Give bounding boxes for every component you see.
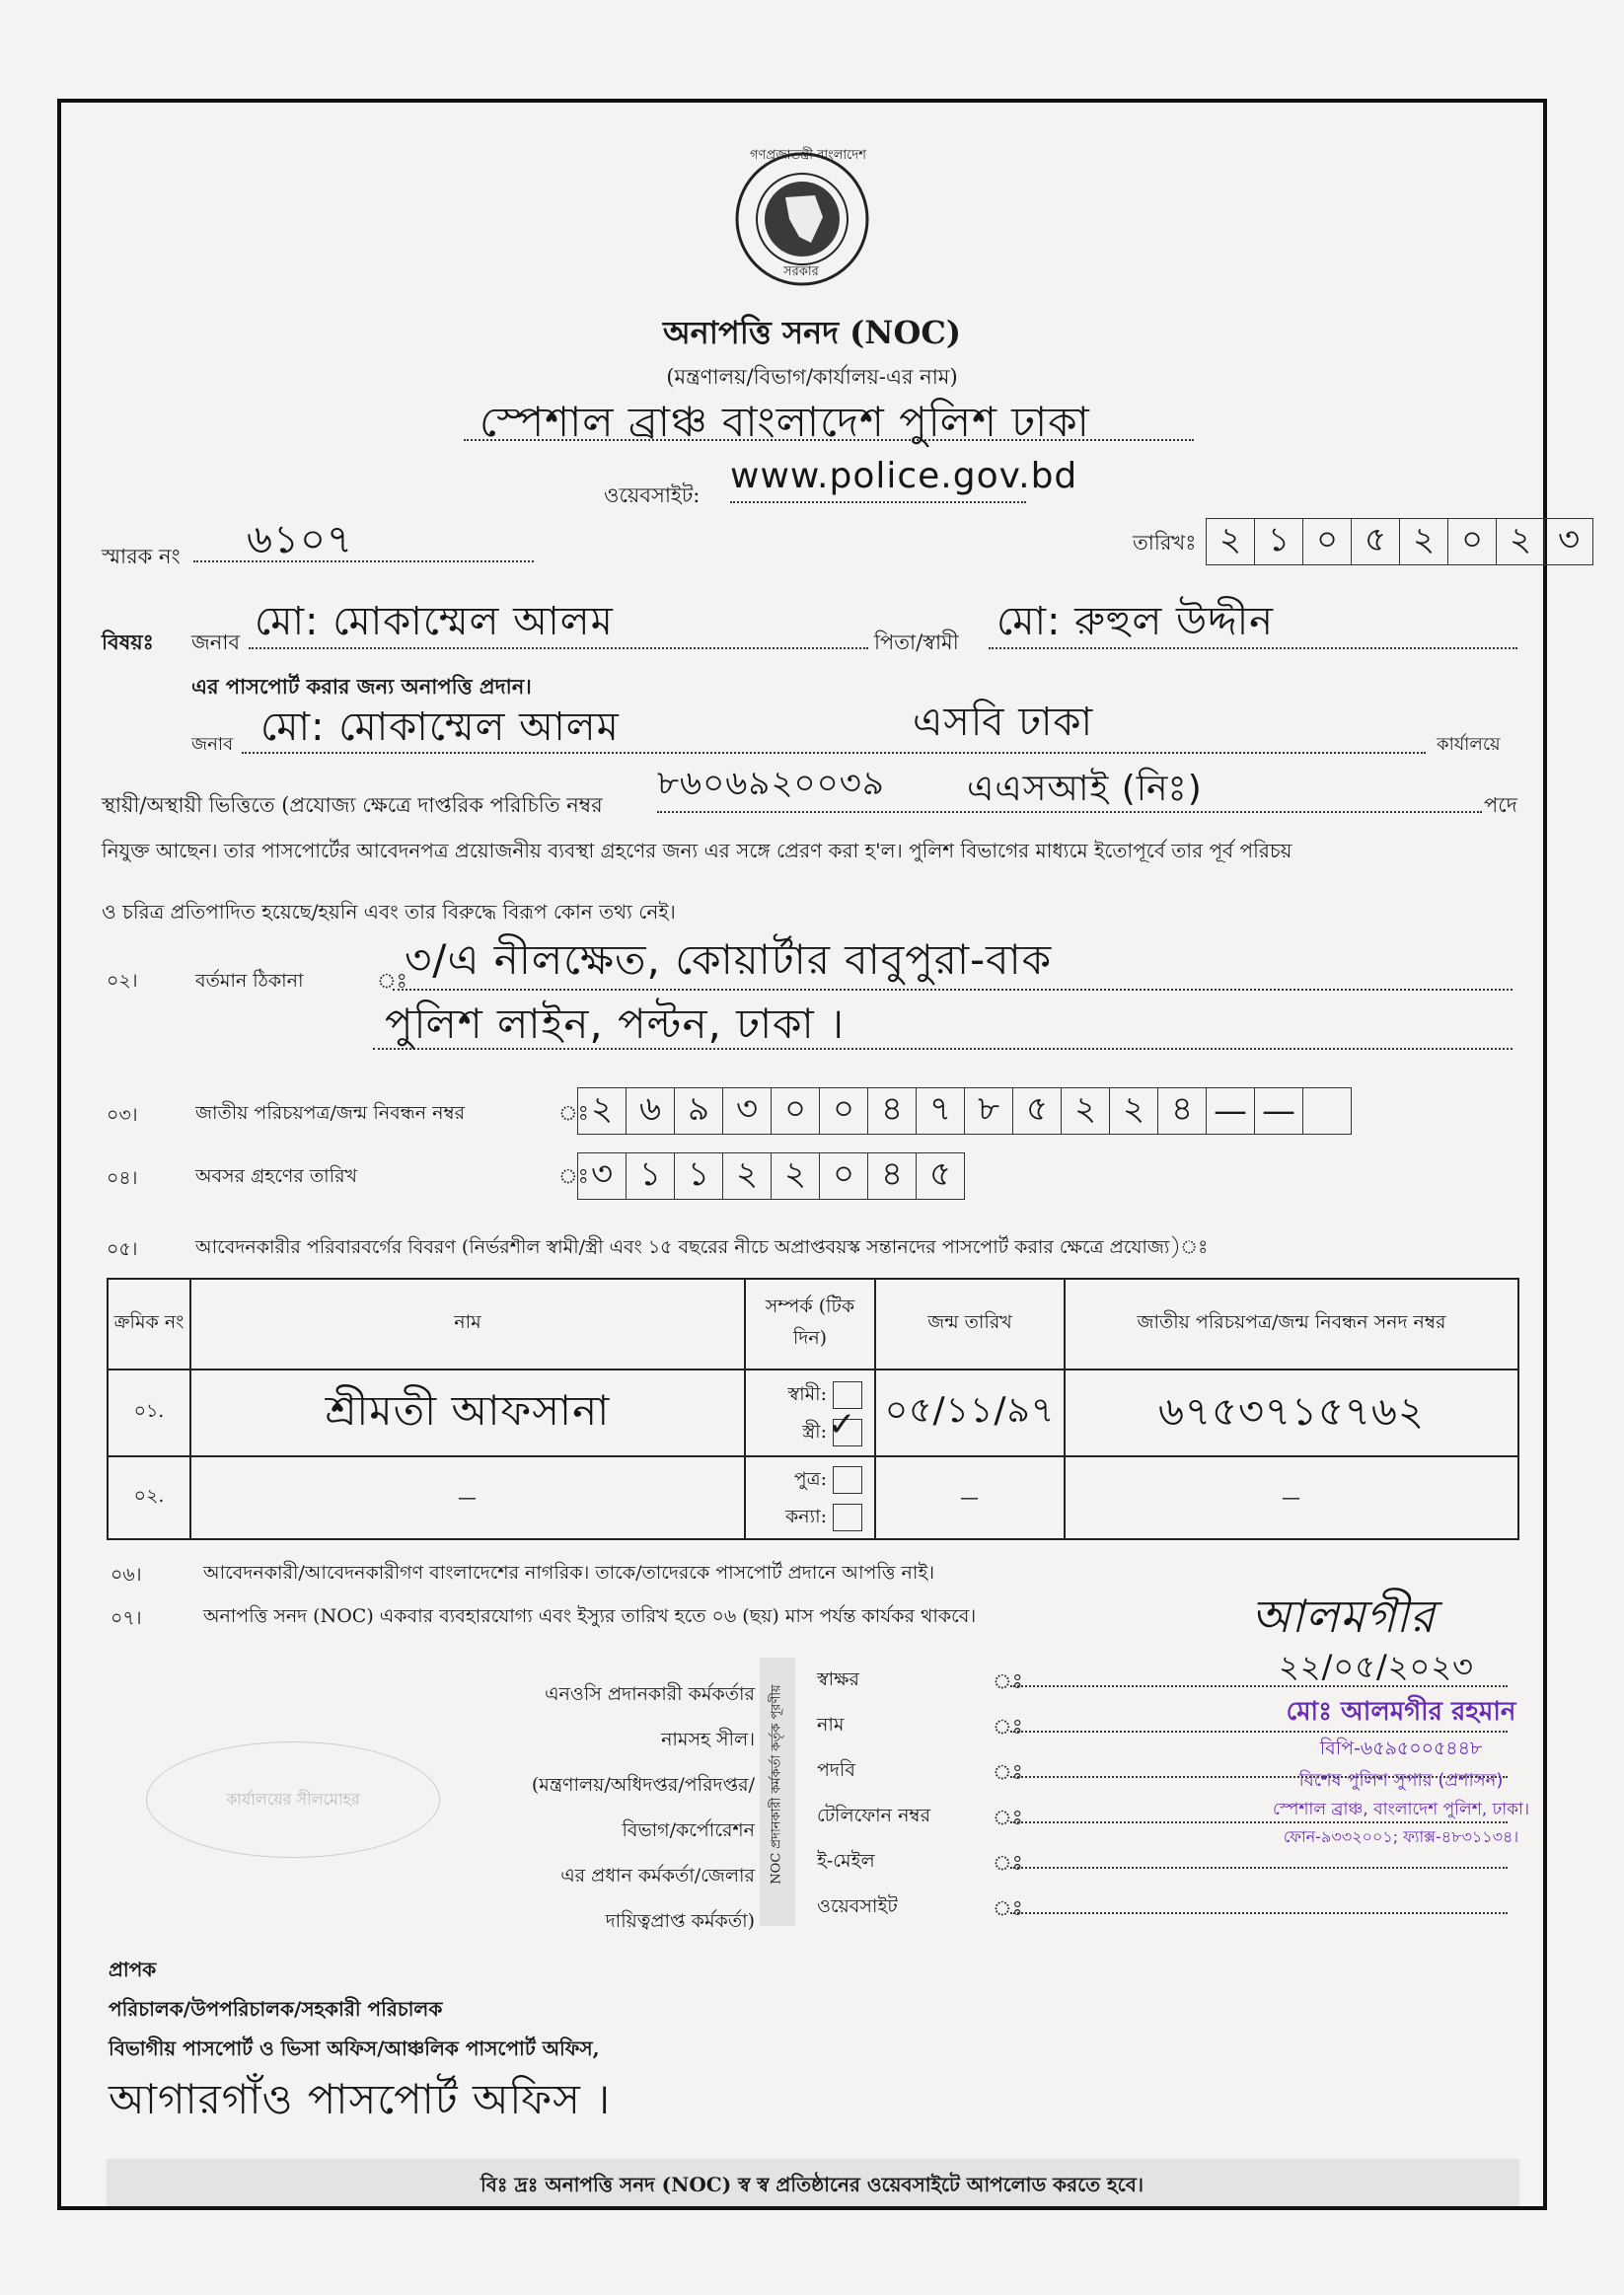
retire-digit: ২ bbox=[772, 1153, 820, 1199]
body-line3: নিযুক্ত আছেন। তার পাসপোর্টের আবেদনপত্র প্রয়োজনীয় ব্যবস্থা গ্রহণের জন্য এর সঙ্গে প্রেরণ করা হ'ল। পুলিশ বিভাগের মাধ্যমে ইতোপূর্বে তার পূর্ব পরিচয় bbox=[102, 839, 1292, 862]
date-label: তারিখঃ bbox=[1133, 531, 1197, 555]
row-name: — bbox=[190, 1456, 745, 1539]
nid-digit: ৩ bbox=[723, 1088, 772, 1134]
relation-wife-label: স্ত্রী: bbox=[802, 1421, 827, 1443]
memo-label: স্মারক নং bbox=[102, 545, 181, 568]
field-email: ই-মেইল ঃ bbox=[817, 1847, 1517, 1892]
recipient-handwritten: আগারগাঁও পাসপোর্ট অফিস । bbox=[109, 2075, 612, 2123]
officer-line: বিভাগ/কর্পোরেশন bbox=[622, 1819, 755, 1841]
government-emblem bbox=[720, 148, 884, 286]
field-name: নাম ঃ bbox=[817, 1711, 1517, 1756]
item04-label: অবসর গ্রহণের তারিখ bbox=[195, 1165, 358, 1187]
emblem-top-text: গণপ্রজাতন্ত্রী বাংলাদেশ bbox=[750, 148, 866, 163]
footer-note: বিঃ দ্রঃ অনাপত্তি সনদ (NOC) স্ব স্ব প্রতিষ্ঠানের ওয়েবসাইটে আপলোড করতে হবে। bbox=[480, 2173, 1144, 2196]
relation-cell bbox=[745, 1456, 875, 1539]
website-value: www.police.gov.bd bbox=[730, 456, 1078, 496]
seal-text: কার্যালয়ের সীলমোহর bbox=[226, 1789, 360, 1809]
table-row bbox=[108, 1370, 1518, 1456]
nid-digit: — bbox=[1207, 1088, 1255, 1134]
body-mr-label: জনাব bbox=[191, 734, 234, 755]
stamp-bp: বিপি-৬৫৯৫০০৫৪৪৮ bbox=[1319, 1738, 1483, 1759]
row-name: শ্রীমতী আফসানা bbox=[190, 1370, 745, 1456]
retire-digit: ৪ bbox=[868, 1153, 917, 1199]
item02-label: বর্তমান ঠিকানা bbox=[195, 970, 304, 992]
ministry-name-handwritten: স্পেশাল ব্রাঞ্চ বাংলাদেশ পুলিশ ঢাকা bbox=[480, 398, 1090, 446]
memo-line bbox=[193, 560, 534, 562]
note07: অনাপত্তি সনদ (NOC) একবার ব্যবহারযোগ্য এবং ইস্যুর তারিখ হতে ০৬ (ছয়) মাস পর্যন্ত কার্যকর থাকবে। bbox=[203, 1605, 977, 1627]
row-dob: ০৫/১১/৯৭ bbox=[875, 1370, 1065, 1456]
tick-mark: ✓ bbox=[828, 1405, 856, 1444]
date-digit: ০ bbox=[1448, 519, 1497, 564]
item02-num: ০২। bbox=[107, 970, 138, 992]
body-office: এসবি ঢাকা bbox=[913, 700, 1094, 745]
subject-line2: এর পাসপোর্ট করার জন্য অনাপত্তি প্রদান। bbox=[191, 674, 532, 699]
item04-colon: ঃ bbox=[558, 1164, 589, 1188]
officer-stamp bbox=[1184, 1691, 1618, 1851]
nid-digit: ৭ bbox=[917, 1088, 965, 1134]
father-name: মো: রুহুল উদ্দীন bbox=[997, 599, 1275, 644]
website-line bbox=[730, 501, 1026, 503]
retire-digit: ২ bbox=[723, 1153, 772, 1199]
item04-num: ০৪। bbox=[107, 1167, 138, 1189]
row-nid: — bbox=[1065, 1456, 1518, 1539]
wife-checkbox[interactable] bbox=[828, 1405, 862, 1446]
item03-num: ০৩। bbox=[107, 1104, 138, 1126]
address-value2: পুলিশ লাইন, পল্টন, ঢাকা । bbox=[385, 999, 846, 1048]
stamp-office: স্পেশাল ব্রাঞ্চ, বাংলাদেশ পুলিশ, ঢাকা। bbox=[1272, 1800, 1530, 1819]
family-table bbox=[107, 1278, 1519, 1540]
recipient-label: প্রাপক bbox=[109, 1958, 157, 1981]
retire-digit: ১ bbox=[627, 1153, 675, 1199]
officer-line: দায়িত্বপ্রাপ্ত কর্মকর্তা) bbox=[605, 1910, 755, 1932]
header-nid: জাতীয় পরিচয়পত্র/জন্ম নিবন্ধন সনদ নম্বর bbox=[1065, 1279, 1518, 1370]
stamp-name: মোঃ আলমগীর রহমান bbox=[1286, 1697, 1516, 1727]
document-title: অনাপত্তি সনদ (NOC) bbox=[662, 314, 962, 351]
relation-husband-label: স্বামী: bbox=[787, 1383, 827, 1405]
date-digit: ৩ bbox=[1557, 519, 1581, 559]
office-label: কার্যালয়ে bbox=[1437, 734, 1501, 755]
stamp-phone: ফোন-৯৩৩২০০১; ফ্যাক্স-৪৮৩১১৩৪। bbox=[1283, 1827, 1519, 1846]
date-digit: ৫ bbox=[1352, 519, 1400, 564]
officer-line: নামসহ সীল। bbox=[661, 1729, 755, 1750]
nid-digit: ২ bbox=[578, 1088, 627, 1134]
retire-digit: ৫ bbox=[928, 1153, 952, 1194]
ministry-label: (মন্ত্রণালয়/বিভাগ/কার্যালয়-এর নাম) bbox=[666, 365, 958, 389]
website-label: ওয়েবসাইট: bbox=[604, 483, 701, 507]
officer-line: এনওসি প্রদানকারী কর্মকর্তার bbox=[545, 1683, 755, 1705]
relation-son-label: পুত্র: bbox=[793, 1468, 827, 1490]
father-label: পিতা/স্বামী bbox=[874, 630, 959, 654]
date-boxes bbox=[1206, 518, 1593, 565]
body-line4: ও চরিত্র প্রতিপাদিত হয়েছে/হয়নি এবং তার বিরুদ্ধে বিরূপ কোন তথ্য নেই। bbox=[102, 900, 676, 924]
retire-digit: ১ bbox=[675, 1153, 723, 1199]
subject-label: বিষয়ঃ bbox=[102, 629, 154, 654]
retirement-date-boxes bbox=[577, 1152, 965, 1200]
table-row bbox=[108, 1456, 1518, 1539]
date-digit: ২ bbox=[1400, 519, 1448, 564]
field-signature: স্বাক্ষর ঃ bbox=[817, 1666, 1517, 1711]
row-serial: ০১. bbox=[108, 1370, 190, 1456]
signature-date: ২২/০৫/২০২৩ bbox=[1279, 1648, 1474, 1685]
header-relation: সম্পর্ক (টিক দিন) bbox=[745, 1279, 875, 1370]
noc-side-label bbox=[760, 1658, 795, 1926]
field-telephone: টেলিফোন নম্বর ঃ bbox=[817, 1802, 1517, 1847]
item05-num: ০৫। bbox=[107, 1238, 138, 1260]
nid-digit: — bbox=[1255, 1088, 1303, 1134]
subject-mr-label: জনাব bbox=[191, 630, 241, 654]
date-digit: ২ bbox=[1207, 519, 1255, 564]
date-digit: ২ bbox=[1497, 519, 1545, 564]
emblem-bottom-text: সরকার bbox=[783, 264, 819, 279]
nid-digit: ৬ bbox=[627, 1088, 675, 1134]
item05-label: আবেদনকারীর পরিবারবর্গের বিবরণ (নির্ভরশীল স্বামী/স্ত্রী এবং ১৫ বছরের নীচে অপ্রাপ্তবয়স্ক সন্তানদের পাসপোর্ট করার ক্ষেত্রে প্রযোজ্য)ঃ bbox=[195, 1236, 1209, 1258]
item03-label: জাতীয় পরিচয়পত্র/জন্ম নিবন্ধন নম্বর bbox=[195, 1102, 466, 1124]
officer-line: (মন্ত্রণালয়/অধিদপ্তর/পরিদপ্তর/ bbox=[531, 1774, 755, 1796]
body-name: মো: মোকাম্মেল আলম bbox=[260, 704, 620, 750]
date-digit: ০ bbox=[1303, 519, 1352, 564]
item03-colon: ঃ bbox=[558, 1101, 589, 1125]
row-serial: ০২. bbox=[108, 1456, 190, 1539]
header-serial: ক্রমিক নং bbox=[108, 1279, 190, 1370]
subject-name: মো: মোকাম্মেল আলম bbox=[255, 599, 614, 644]
item02-colon: ঃ bbox=[377, 969, 407, 993]
field-designation: পদবি ঃ bbox=[817, 1756, 1517, 1802]
nid-digit bbox=[1303, 1088, 1351, 1134]
relation-cell bbox=[745, 1370, 875, 1456]
officer-line: এর প্রধান কর্মকর্তা/জেলার bbox=[560, 1865, 755, 1887]
nid-digit: ২ bbox=[1062, 1088, 1110, 1134]
official-id-number: ৮৬০৬৯২০০৩৯ bbox=[657, 764, 885, 803]
note06-num: ০৬। bbox=[111, 1564, 142, 1586]
note07-num: ০৭। bbox=[111, 1607, 142, 1629]
retire-digit: ৩ bbox=[578, 1153, 627, 1199]
row-dob: — bbox=[875, 1456, 1065, 1539]
nid-digit: ০ bbox=[772, 1088, 820, 1134]
post-label: পদে bbox=[1484, 793, 1517, 817]
nid-digit: ৫ bbox=[1013, 1088, 1062, 1134]
nid-digit: ৪ bbox=[1158, 1088, 1207, 1134]
nid-digit: ২ bbox=[1110, 1088, 1158, 1134]
office-seal-placeholder bbox=[146, 1741, 440, 1858]
stamp-designation: বিশেষ পুলিশ সুপার (প্রশাসন) bbox=[1298, 1770, 1504, 1791]
address-value1: ৩/এ নীলক্ষেত, কোয়ার্টার বাবুপুরা-বাক bbox=[405, 935, 1053, 984]
retire-digit: ০ bbox=[820, 1153, 868, 1199]
daughter-checkbox[interactable] bbox=[833, 1504, 862, 1531]
row-nid: ৬৭৫৩৭১৫৭৬২ bbox=[1065, 1370, 1518, 1456]
nid-digit: ৮ bbox=[965, 1088, 1013, 1134]
date-digit: ১ bbox=[1255, 519, 1303, 564]
recipient-line2: বিভাগীয় পাসপোর্ট ও ভিসা অফিস/আঞ্চলিক পাসপোর্ট অফিস, bbox=[109, 2036, 600, 2060]
side-text: NOC প্রদানকারী কর্মকর্তা কর্তৃক পূরণীয় bbox=[769, 1684, 784, 1885]
son-checkbox[interactable] bbox=[833, 1466, 862, 1494]
officer-left-block bbox=[414, 1671, 755, 1944]
post-handwritten: এএসআই (নিঃ) bbox=[967, 769, 1203, 809]
field-website: ওয়েবসাইট ঃ bbox=[817, 1892, 1517, 1938]
signature-mark: আলমগীর bbox=[1251, 1590, 1437, 1643]
nid-digit: ৯ bbox=[675, 1088, 723, 1134]
nid-boxes bbox=[577, 1087, 1352, 1135]
nid-digit: ০ bbox=[820, 1088, 868, 1134]
header-name: নাম bbox=[190, 1279, 745, 1370]
header-dob: জন্ম তারিখ bbox=[875, 1279, 1065, 1370]
recipient-line1: পরিচালক/উপপরিচালক/সহকারী পরিচালক bbox=[109, 1997, 443, 2021]
memo-value: ৬১০৭ bbox=[247, 517, 353, 562]
perm-text: স্থায়ী/অস্থায়ী ভিত্তিতে (প্রযোজ্য ক্ষেত্রে দাপ্তরিক পরিচিতি নম্বর bbox=[102, 793, 603, 817]
nid-digit: ৪ bbox=[868, 1088, 917, 1134]
note06: আবেদনকারী/আবেদনকারীগণ বাংলাদেশের নাগরিক। তাকে/তাদেরকে পাসপোর্ট প্রদানে আপত্তি নাই। bbox=[203, 1562, 935, 1584]
relation-daughter-label: কন্যা: bbox=[784, 1506, 827, 1527]
